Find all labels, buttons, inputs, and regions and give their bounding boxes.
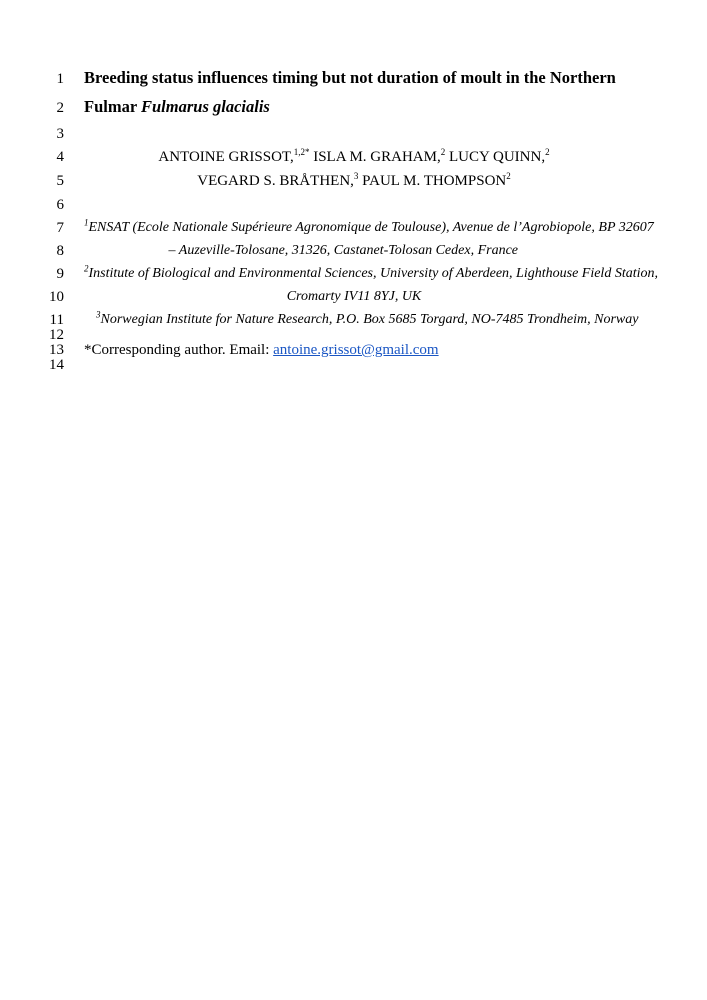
affiliation-mark: 2 [84, 263, 89, 274]
author-affiliation-mark: 3 [353, 171, 359, 181]
line-number: 5 [56, 173, 64, 189]
paper-title-line-2 [84, 98, 624, 116]
author-name: VEGARD S. BRÅTHEN, [197, 173, 354, 189]
author-name: PAUL M. THOMPSON [362, 173, 507, 189]
affiliation-mark: 1 [84, 217, 89, 228]
line-number: 11 [49, 312, 64, 328]
corresponding-label: *Corresponding author. Email: [84, 342, 274, 358]
line-number: 7 [56, 220, 64, 236]
corresponding-author [84, 341, 624, 359]
line-number: 1 [56, 71, 64, 87]
paper-title-line-1: Breeding status influences timing but not duration of moult in the Northern [84, 68, 616, 87]
affiliation-text: Norwegian Institute for Nature Research, P.O. Box 5685 Torgard, NO-7485 Trondheim, Norway [100, 312, 639, 327]
author-affiliation-mark: 1,2* [293, 147, 310, 157]
author-affiliation-mark: 2 [506, 171, 511, 181]
line-number: 8 [56, 243, 64, 259]
line-number: 9 [56, 266, 64, 282]
line-number: 2 [56, 100, 64, 116]
affiliation-1-continued: – Auzeville-Tolosane, 31326, Castanet-Tolosan Cedex, France [168, 243, 518, 258]
author-affiliation-mark: 2 [545, 147, 550, 157]
affiliation-1 [84, 217, 654, 237]
line-number: 12 [49, 327, 64, 343]
author-name: ANTOINE GRISSOT, [158, 149, 294, 165]
line-number: 4 [56, 149, 64, 165]
author-affiliation-mark: 2 [440, 147, 446, 157]
line-number: 6 [56, 197, 64, 213]
line-number: 10 [49, 289, 64, 305]
title-text: Fulmar [84, 97, 141, 116]
affiliation-3 [96, 309, 639, 329]
author-line-1 [84, 148, 624, 166]
line-number: 3 [56, 126, 64, 142]
affiliation-2 [84, 263, 658, 283]
affiliation-text: ENSAT (Ecole Nationale Supérieure Agronomique de Toulouse), Avenue de l’Agrobiopole, BP 32607 [88, 220, 654, 235]
species-name: Fulmarus glacialis [141, 97, 270, 116]
affiliation-mark: 3 [96, 309, 101, 320]
author-name: ISLA M. GRAHAM, [313, 149, 441, 165]
email-link[interactable]: antoine.grissot@gmail.com [273, 342, 439, 358]
affiliation-2-continued: Cromarty IV11 8YJ, UK [286, 289, 422, 304]
line-number: 13 [49, 342, 64, 358]
author-line-2 [84, 172, 624, 190]
affiliation-text: Institute of Biological and Environmental Sciences, University of Aberdeen, Lighthouse Field Station, [88, 266, 658, 281]
line-number: 14 [49, 357, 64, 373]
author-name: LUCY QUINN, [448, 149, 546, 165]
